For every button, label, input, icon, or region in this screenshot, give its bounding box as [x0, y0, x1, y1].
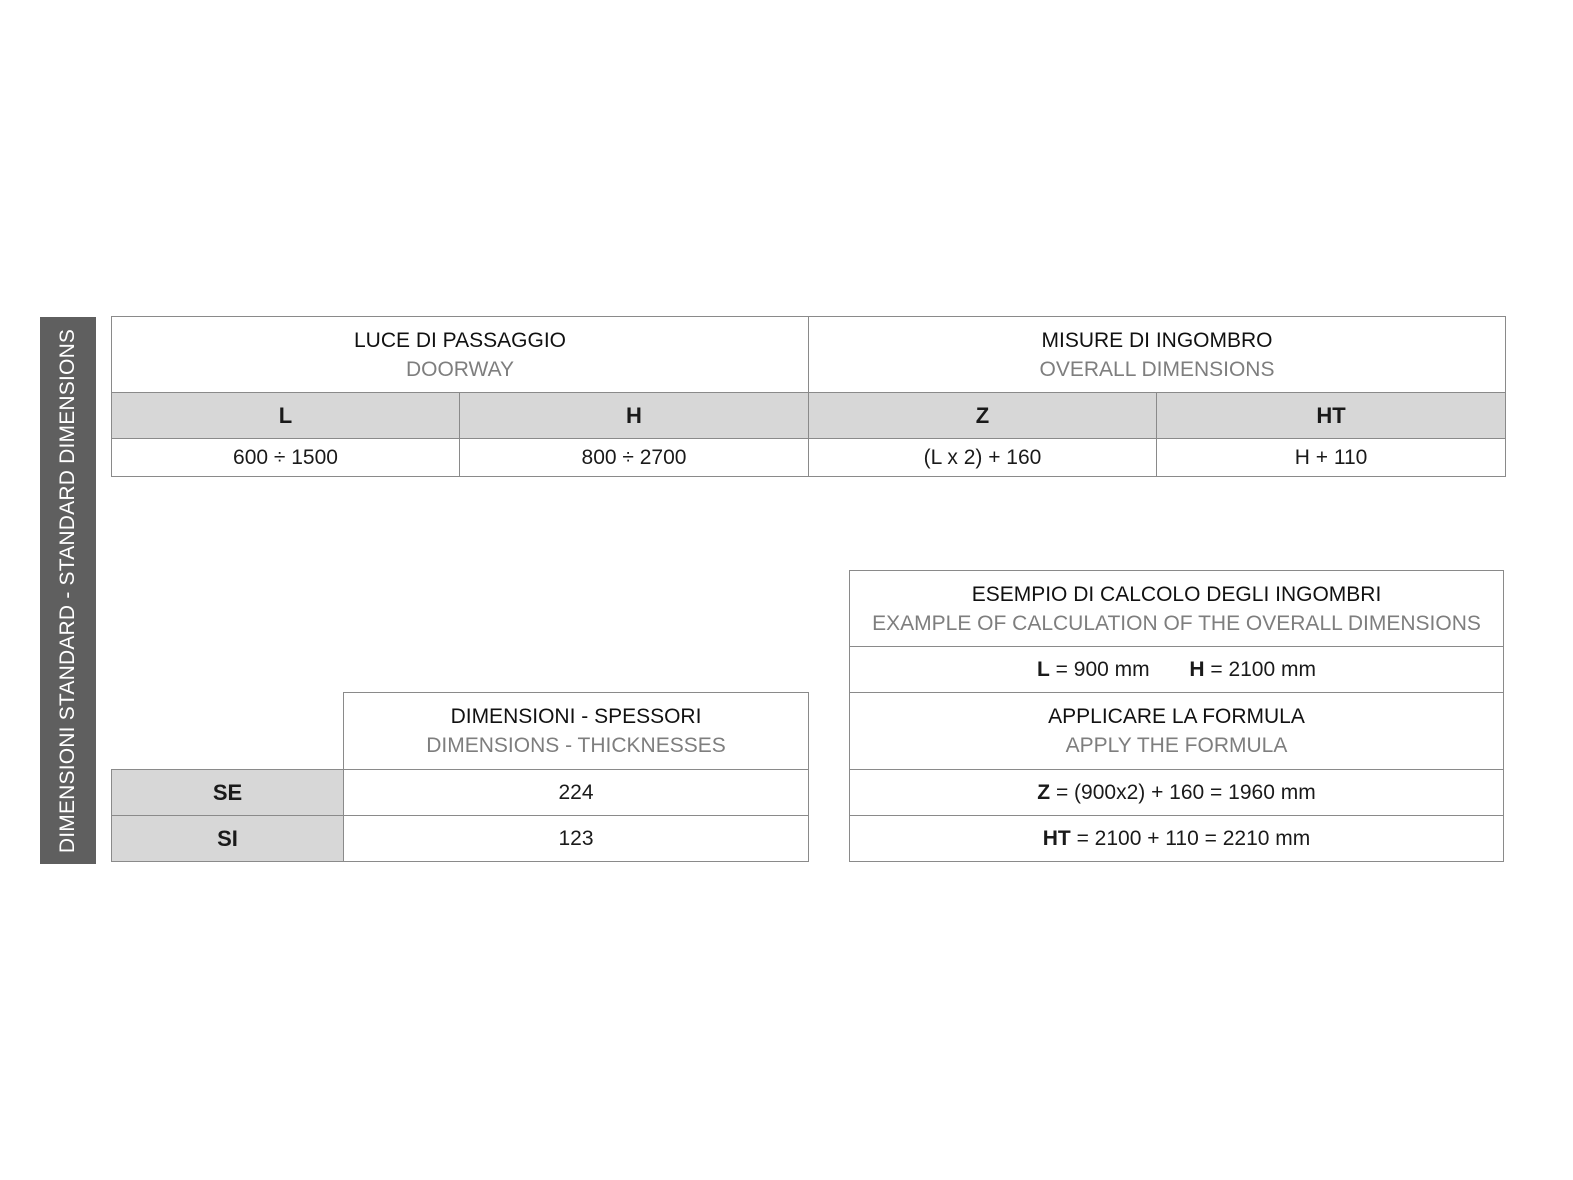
doorway-title-it: LUCE DI PASSAGGIO	[354, 328, 566, 352]
input-l-value: = 900 mm	[1055, 658, 1150, 681]
ht-calc-label: HT	[1042, 827, 1071, 850]
column-header-z: Z	[809, 393, 1157, 439]
value-ht: H + 110	[1157, 439, 1506, 477]
formula-title-en: APPLY THE FORMULA	[1065, 734, 1288, 757]
row-value-si: 123	[344, 816, 809, 862]
thickness-corner-empty	[112, 693, 344, 770]
column-header-l: L	[112, 393, 460, 439]
input-h-label: H	[1189, 658, 1205, 681]
z-calc-value: = (900x2) + 160 = 1960 mm	[1055, 781, 1316, 804]
side-banner-title: DIMENSIONI STANDARD - STANDARD DIMENSIONS	[56, 328, 79, 853]
example-calculation-table	[849, 570, 1504, 862]
ht-calculation	[850, 816, 1504, 862]
thickness-header	[344, 693, 809, 770]
input-h-value: = 2100 mm	[1210, 658, 1316, 681]
side-banner	[40, 317, 96, 864]
overall-title-it: MISURE DI INGOMBRO	[1041, 328, 1273, 352]
example-inputs	[850, 647, 1504, 693]
formula-title-it: APPLICARE LA FORMULA	[1048, 705, 1305, 728]
value-z: (L x 2) + 160	[809, 439, 1157, 477]
standard-dimensions-table	[111, 316, 1506, 477]
z-calculation	[850, 770, 1504, 816]
overall-dimensions-header	[809, 317, 1506, 393]
row-value-se: 224	[344, 770, 809, 816]
thickness-title-it: DIMENSIONI - SPESSORI	[450, 705, 702, 728]
value-l: 600 ÷ 1500	[112, 439, 460, 477]
doorway-header	[112, 317, 809, 393]
z-calc-label: Z	[1037, 781, 1051, 804]
column-header-h: H	[460, 393, 809, 439]
ht-calc-value: = 2100 + 110 = 2210 mm	[1076, 827, 1311, 850]
example-title-en: EXAMPLE OF CALCULATION OF THE OVERALL DIMENSIONS	[872, 611, 1481, 635]
formula-header	[850, 693, 1504, 770]
example-header	[850, 571, 1504, 647]
column-header-ht: HT	[1157, 393, 1506, 439]
overall-title-en: OVERALL DIMENSIONS	[1039, 357, 1275, 381]
row-label-se: SE	[112, 770, 344, 816]
example-title-it: ESEMPIO DI CALCOLO DEGLI INGOMBRI	[971, 582, 1382, 606]
input-l-label: L	[1037, 658, 1050, 681]
value-h: 800 ÷ 2700	[460, 439, 809, 477]
thickness-title-en: DIMENSIONS - THICKNESSES	[426, 734, 726, 757]
doorway-title-en: DOORWAY	[405, 357, 515, 381]
row-label-si: SI	[112, 816, 344, 862]
thickness-table	[111, 692, 809, 862]
